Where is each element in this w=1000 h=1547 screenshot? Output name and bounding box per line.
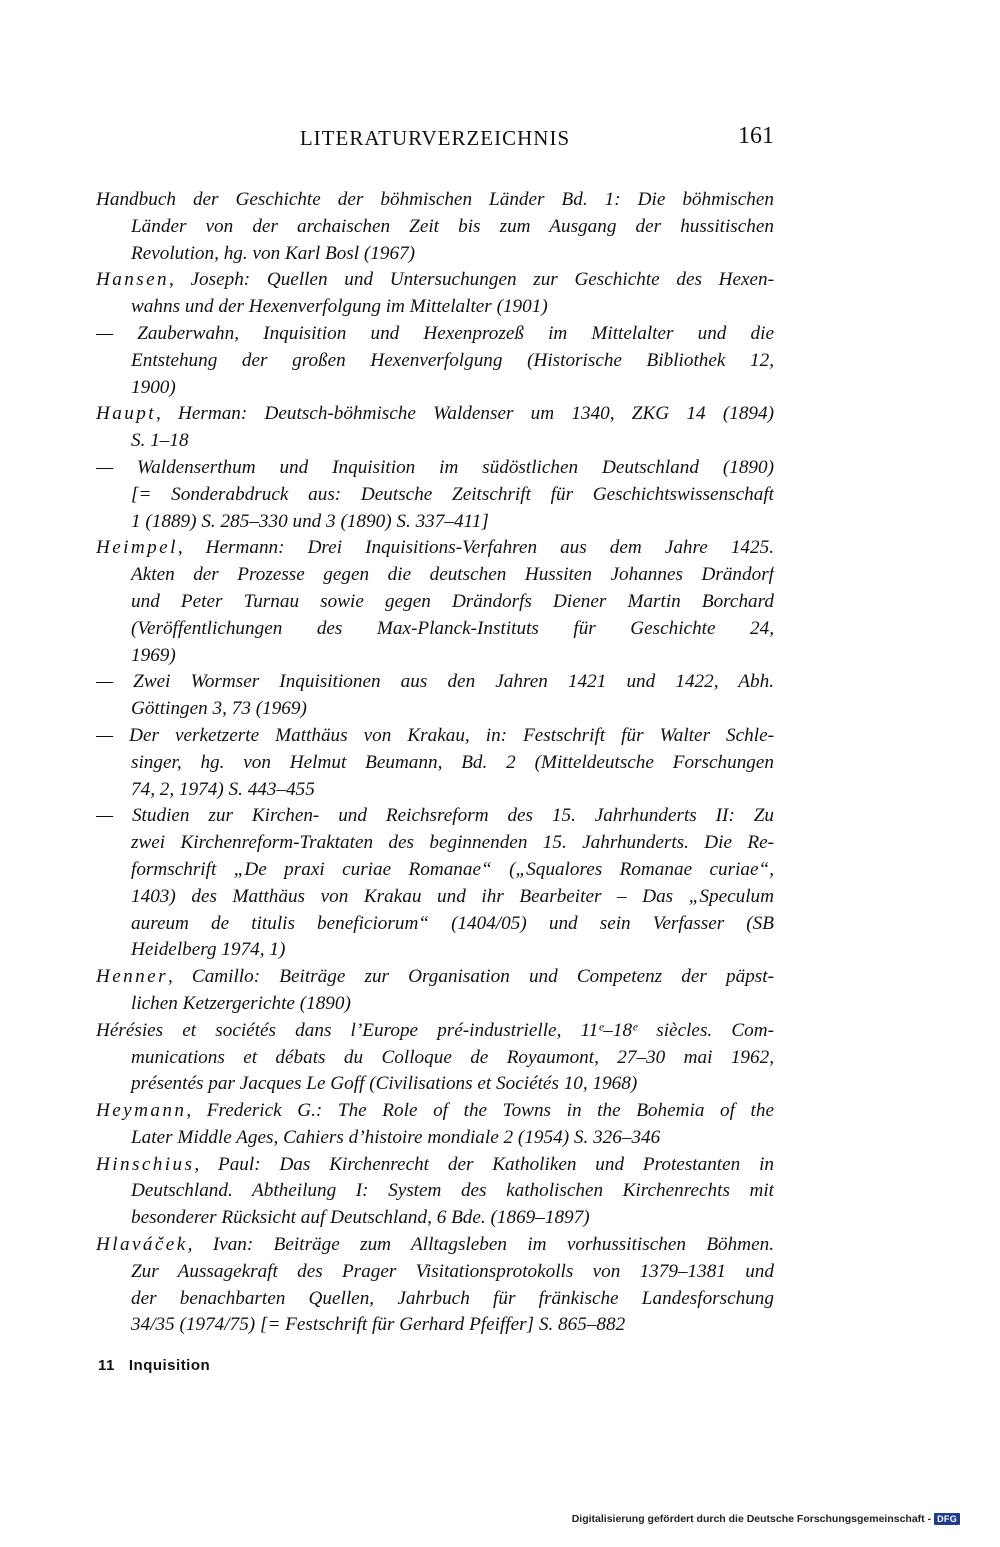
entry-author: Heimpel (96, 537, 178, 559)
entry-line (96, 1152, 774, 1179)
page-number: 161 (738, 123, 774, 149)
entry-line (96, 1045, 774, 1072)
entry-line (96, 830, 774, 857)
entry-line (96, 884, 774, 911)
bibliography-entry (96, 455, 774, 535)
entry-author: Heymann (96, 1100, 187, 1122)
bibliography-entry (96, 267, 774, 321)
entry-text: 34/35 (1974/75) [= Festschrift für Gerhard Pfeiffer] S. 865–882 (131, 1314, 626, 1336)
entry-text: Deutschland. Abtheilung I: System des katholischen Kirchenrechts mit (131, 1180, 774, 1202)
entry-line (96, 616, 774, 643)
bibliography-entry (96, 669, 774, 723)
entry-line (96, 1178, 774, 1205)
entry-text: — Der verketzerte Matthäus von Krakau, in: Festschrift für Walter Schle- (96, 724, 774, 746)
entry-line (96, 482, 774, 509)
signature-number: 11 (98, 1357, 115, 1374)
bibliography-entry (96, 1098, 774, 1152)
dfg-logo: DFG (934, 1513, 960, 1525)
bibliography-entry (96, 1232, 774, 1339)
entry-text: Akten der Prozesse gegen die deutschen Hussiten Johannes Drändorf (131, 564, 774, 586)
entry-text: [= Sonderabdruck aus: Deutsche Zeitschrift für Geschichtswissenschaft (131, 483, 774, 505)
entry-text: , Frederick G.: The Role of the Towns in the Bohemia of the (186, 1100, 774, 1122)
entry-text: munications et débats du Colloque de Royaumont, 27–30 mai 1962, (131, 1046, 774, 1068)
entry-author: Haupt (96, 403, 156, 425)
entry-text: — Zauberwahn, Inquisition und Hexenprozeß im Mittelalter und die (96, 322, 774, 344)
entry-text: — Studien zur Kirchen- und Reichsreform des 15. Jahrhunderts II: Zu (96, 805, 774, 827)
entry-text: Handbuch der Geschichte der böhmischen Länder Bd. 1: Die böhmischen (96, 189, 774, 210)
entry-text: wahns und der Hexenverfolgung im Mittelalter (1901) (131, 296, 548, 318)
entry-text: (Veröffentlichungen des Max-Planck-Instituts für Geschichte 24, (131, 617, 774, 639)
bibliography-entry (96, 964, 774, 1018)
entry-text: Revolution, hg. von Karl Bosl (1967) (131, 242, 416, 264)
bibliography-entry (96, 535, 774, 669)
entry-text: S. 1–18 (131, 430, 189, 452)
entry-line (96, 1205, 774, 1232)
entry-author: Hlaváček (96, 1234, 188, 1256)
entry-line (96, 509, 774, 536)
entry-text: 1 (1889) S. 285–330 und 3 (1890) S. 337–411] (131, 510, 489, 532)
entry-line (96, 911, 774, 938)
signature-mark (98, 1357, 224, 1374)
entry-line (96, 1259, 774, 1286)
entry-line (96, 375, 774, 402)
bibliography-entry (96, 1152, 774, 1232)
entry-text: Zur Aussagekraft des Prager Visitationsprotokolls von 1379–1381 und (131, 1260, 774, 1282)
entry-line (96, 643, 774, 670)
entry-text: , Camillo: Beiträge zur Organisation und Competenz der päpst- (167, 966, 774, 988)
page-header (96, 123, 774, 160)
entry-text: besonderer Rücksicht auf Deutschland, 6 Bde. (1869–1897) (131, 1207, 590, 1229)
entry-line (96, 964, 774, 991)
entry-line (96, 1098, 774, 1125)
entry-text: der benachbarten Quellen, Jahrbuch für fränkische Landesforschung (131, 1287, 774, 1309)
entry-line (96, 1312, 774, 1339)
entry-line (96, 1125, 774, 1152)
entry-text: Heidelberg 1974, 1) (131, 939, 286, 961)
entry-text: présentés par Jacques Le Goff (Civilisations et Sociétés 10, 1968) (131, 1073, 638, 1095)
entry-line (96, 535, 774, 562)
entry-line (96, 321, 774, 348)
entry-line (96, 241, 774, 268)
bibliography-entry (96, 1018, 774, 1098)
entry-text: — Zwei Wormser Inquisitionen aus den Jahren 1421 und 1422, Abh. (96, 671, 774, 693)
entry-author: Hinschius (96, 1153, 195, 1175)
bibliography-entry (96, 321, 774, 401)
entry-line (96, 1286, 774, 1313)
entry-line (96, 267, 774, 294)
entry-author: Hansen (96, 269, 170, 291)
entry-text: Länder von der archaischen Zeit bis zum Ausgang der hussitischen (131, 215, 774, 237)
entry-text: — Waldenserthum und Inquisition im südöstlichen Deutschland (1890) (96, 456, 774, 478)
entry-line (96, 803, 774, 830)
entry-line (96, 750, 774, 777)
entry-line (96, 1071, 774, 1098)
entry-text: Entstehung der großen Hexenverfolgung (Historische Bibliothek 12, (131, 349, 774, 371)
entry-text: , Ivan: Beiträge zum Alltagsleben im vorhussitischen Böhmen. (187, 1234, 774, 1256)
entry-line (96, 401, 774, 428)
entry-text: , Joseph: Quellen und Untersuchungen zur Geschichte des Hexen- (169, 269, 774, 291)
signature-title: Inquisition (128, 1357, 211, 1374)
entry-text: lichen Ketzergerichte (1890) (131, 992, 351, 1014)
running-title: LITERATURVERZEICHNIS (299, 126, 571, 150)
entry-line (96, 589, 774, 616)
entry-line (96, 455, 774, 482)
entry-line (96, 1232, 774, 1259)
entry-line (96, 428, 774, 455)
entry-text: zwei Kirchenreform-Traktaten des beginnenden 15. Jahrhunderts. Die Re- (131, 832, 774, 854)
entry-line (96, 214, 774, 241)
bibliography-entry (96, 723, 774, 803)
digitization-credit (572, 1513, 960, 1525)
entry-line (96, 723, 774, 750)
entry-text: , Paul: Das Kirchenrecht der Katholiken und Protestanten in (194, 1153, 774, 1175)
entry-line (96, 991, 774, 1018)
bibliography-list (96, 187, 774, 1339)
entry-text: 1969) (131, 644, 176, 666)
entry-text: und Peter Turnau sowie gegen Drändorfs Diener Martin Borchard (131, 590, 774, 612)
entry-text: Hérésies et sociétés dans l’Europe pré-industrielle, 11ᵉ–18ᵉ siècles. Com- (96, 1019, 774, 1041)
entry-text: 74, 2, 1974) S. 443–455 (131, 778, 315, 800)
entry-text: , Hermann: Drei Inquisitions-Verfahren aus dem Jahre 1425. (177, 537, 774, 559)
bibliography-entry (96, 187, 774, 267)
entry-line (96, 696, 774, 723)
credit-text: Digitalisierung gefördert durch die Deutsche Forschungsgemeinschaft - (571, 1513, 932, 1525)
entry-line (96, 348, 774, 375)
entry-text: , Herman: Deutsch-böhmische Waldenser um 1340, ZKG 14 (1894) (155, 403, 774, 425)
bibliography-entry (96, 401, 774, 455)
entry-line (96, 187, 774, 214)
entry-line (96, 669, 774, 696)
entry-text: 1403) des Matthäus von Krakau und ihr Bearbeiter – Das „Speculum (131, 885, 774, 907)
entry-author: Henner (96, 966, 168, 988)
entry-text: Later Middle Ages, Cahiers d’histoire mondiale 2 (1954) S. 326–346 (131, 1126, 661, 1148)
entry-text: Göttingen 3, 73 (1969) (131, 698, 307, 720)
entry-line (96, 937, 774, 964)
entry-line (96, 294, 774, 321)
entry-text: 1900) (131, 376, 176, 398)
entry-line (96, 857, 774, 884)
entry-line (96, 777, 774, 804)
bibliography-entry (96, 803, 774, 964)
entry-line (96, 562, 774, 589)
entry-text: formschrift „De praxi curiae Romanae“ („Squalores Romanae curiae“, (131, 858, 774, 880)
entry-text: aureum de titulis beneficiorum“ (1404/05) und sein Verfasser (SB (131, 912, 774, 934)
entry-line (96, 1018, 774, 1045)
entry-text: singer, hg. von Helmut Beumann, Bd. 2 (Mitteldeutsche Forschungen (131, 751, 774, 773)
